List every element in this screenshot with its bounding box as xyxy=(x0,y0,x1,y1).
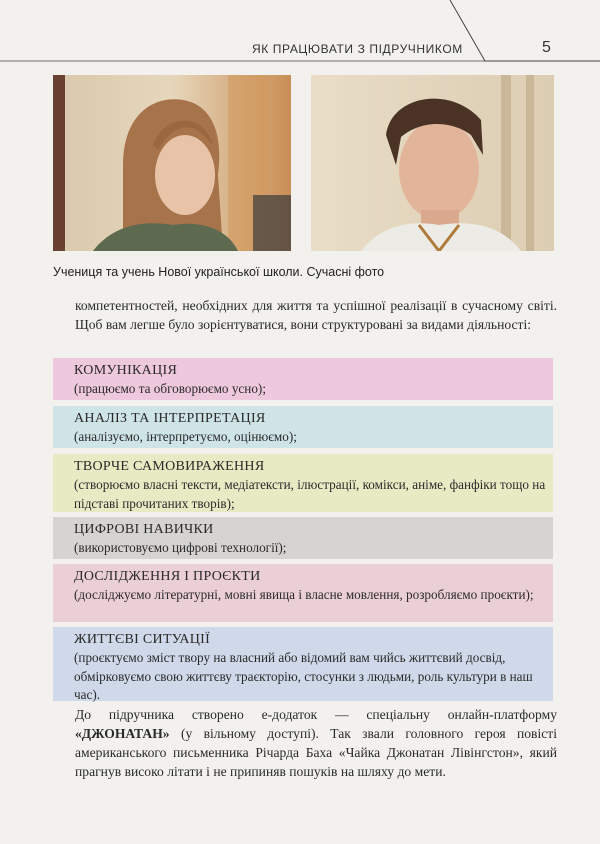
running-title: ЯК ПРАЦЮВАТИ З ПІДРУЧНИКОМ xyxy=(252,42,463,56)
activity-description: (використовуємо цифрові технології); xyxy=(74,540,287,555)
student-boy-photo xyxy=(311,75,554,251)
activity-box-research xyxy=(53,564,553,622)
page-number: 5 xyxy=(542,39,551,56)
e-supplement-paragraph xyxy=(75,705,557,781)
outro-text-end: (у вільному доступі). Так звали головного героя повісті американського письменника Річарда Баха «Чайка Джонатан Лівінгстон», який прагнув високо літати і не припиняв пошуків на шляху до мети. xyxy=(75,726,557,779)
activity-box-digital xyxy=(53,517,553,559)
activity-box-analysis xyxy=(53,406,553,448)
activity-title: КОМУНІКАЦІЯ xyxy=(74,363,178,378)
activity-title: ЦИФРОВІ НАВИЧКИ xyxy=(74,522,214,537)
activity-description: (аналізуємо, інтерпретуємо, оцінюємо); xyxy=(74,429,297,444)
activity-box-creative xyxy=(53,454,553,512)
outro-text-start: До підручника створено е-додаток — спеціальну онлайн-платформу xyxy=(75,707,557,722)
intro-paragraph: компетентностей, необхідних для життя та успішної реалізації в сучасному світі. Щоб вам легше було зорієнтуватися, вони структуровані за видами діяльності: xyxy=(75,298,557,332)
activity-description: (працюємо та обговорюємо усно); xyxy=(74,381,266,396)
activity-description: (створюємо власні тексти, медіатексти, ілюстрації, комікси, аніме, фанфіки тощо на підставі прочитаних творів); xyxy=(74,477,546,511)
activity-title: ТВОРЧЕ САМОВИРАЖЕННЯ xyxy=(74,459,265,474)
student-girl-photo xyxy=(53,75,291,251)
activity-description: (проєктуємо зміст твору на власний або відомий вам чийсь життєвий досвід, обмірковуємо свою життєву траєкторію, стосунки з людьми, роль культури в наш час). xyxy=(74,650,533,702)
activity-title: ЖИТТЄВІ СИТУАЦІЇ xyxy=(74,632,211,647)
activity-description: (досліджуємо літературні, мовні явища і власне мовлення, розробляємо проєкти); xyxy=(74,587,534,602)
activity-title: АНАЛІЗ ТА ІНТЕРПРЕТАЦІЯ xyxy=(74,411,266,426)
photo-caption: Учениця та учень Нової української школи. Сучасні фото xyxy=(53,265,385,279)
activity-box-life-situations xyxy=(53,627,553,701)
platform-name: «ДЖОНАТАН» xyxy=(75,726,170,741)
activity-title: ДОСЛІДЖЕННЯ І ПРОЄКТИ xyxy=(74,569,261,584)
activity-box-communication xyxy=(53,358,553,400)
header-decoration xyxy=(0,0,600,70)
